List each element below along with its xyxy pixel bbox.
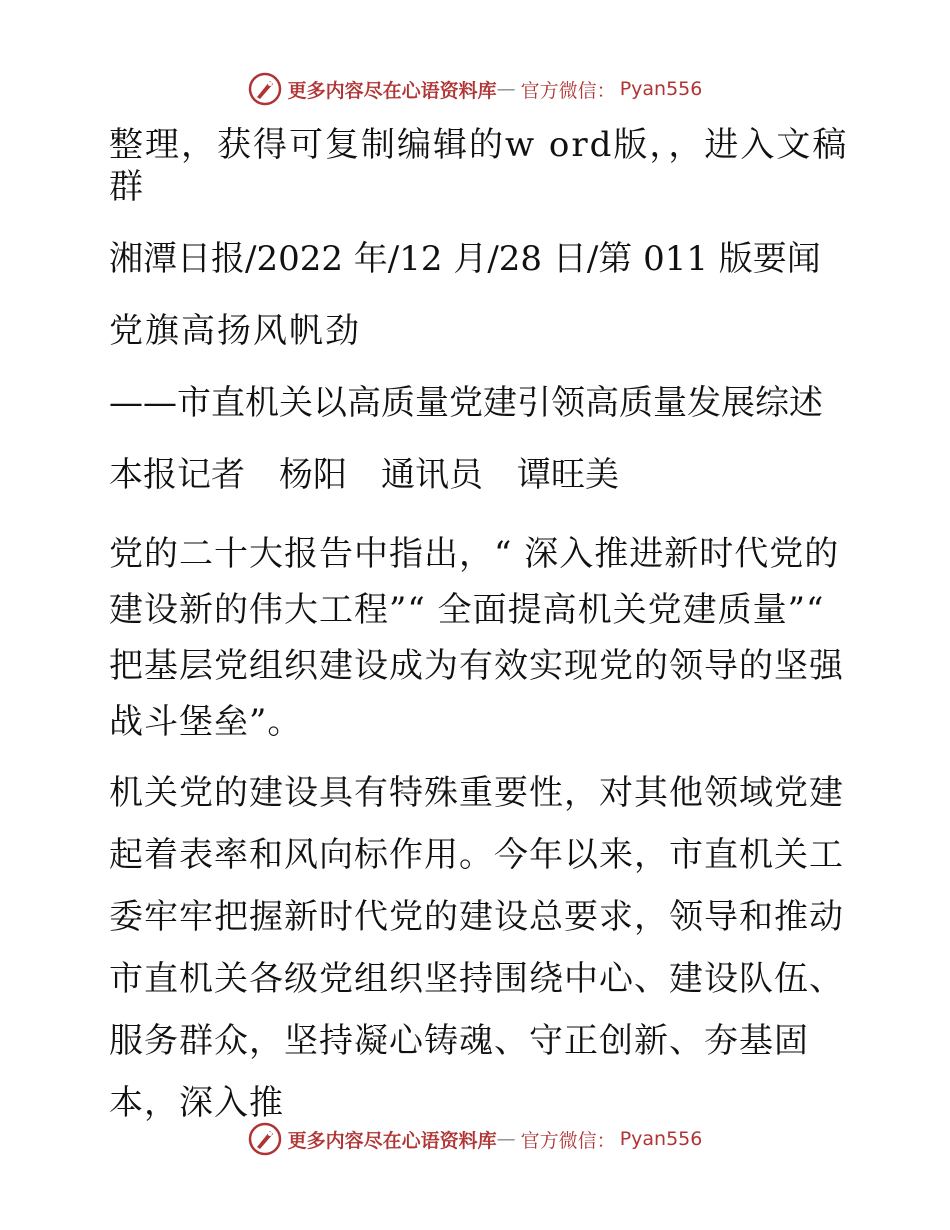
watermark-dash: — — [496, 78, 517, 100]
watermark-title: 更多内容尽在心语资料库 — [287, 1129, 497, 1152]
pen-nib-logo-icon — [248, 1122, 282, 1156]
watermark-wechat-id: Pyan556 — [619, 1128, 703, 1150]
subheadline: ——市直机关以高质量党建引领高质量发展综述 — [109, 383, 823, 423]
watermark-dash: — — [496, 1128, 517, 1150]
watermark-banner-top — [0, 72, 950, 106]
watermark-wechat-id: Pyan556 — [619, 78, 703, 100]
paragraph: 机关党的建设具有特殊重要性，对其他领域党建起着表率和风向标作用。今年以来，市直机关工委牢牢把握新时代党的建设总要求，领导和推动市直机关各级党组织坚持围绕中心、建设队伍、服务群众，坚持凝心铸魂、守正创新、夯基固本，深入推 — [109, 773, 844, 1123]
watermark-banner-bottom — [0, 1122, 950, 1156]
source-line: 湘潭日报/2022 年/12 月/28 日/第 011 版要闻 — [109, 239, 821, 279]
watermark-wechat-label: 官方微信： — [520, 1129, 616, 1152]
document-body — [97, 124, 857, 1146]
headline: 党旗高扬风帆劲 — [109, 311, 361, 351]
watermark-wechat-label: 官方微信： — [520, 79, 616, 102]
byline: 本报记者 杨阳 通讯员 谭旺美 — [109, 455, 619, 495]
intro-text: 整理，获得可复制编辑的w ord版，，进入文稿群 — [109, 125, 849, 207]
paragraph: 党的二十大报告中指出，“ 深入推进新时代党的建设新的伟大工程”“ 全面提高机关党建质量”“ 把基层党组织建设成为有效实现党的领导的坚强战斗堡垒”。 — [109, 534, 844, 742]
pen-nib-logo-icon — [248, 72, 282, 106]
watermark-title: 更多内容尽在心语资料库 — [287, 79, 497, 102]
